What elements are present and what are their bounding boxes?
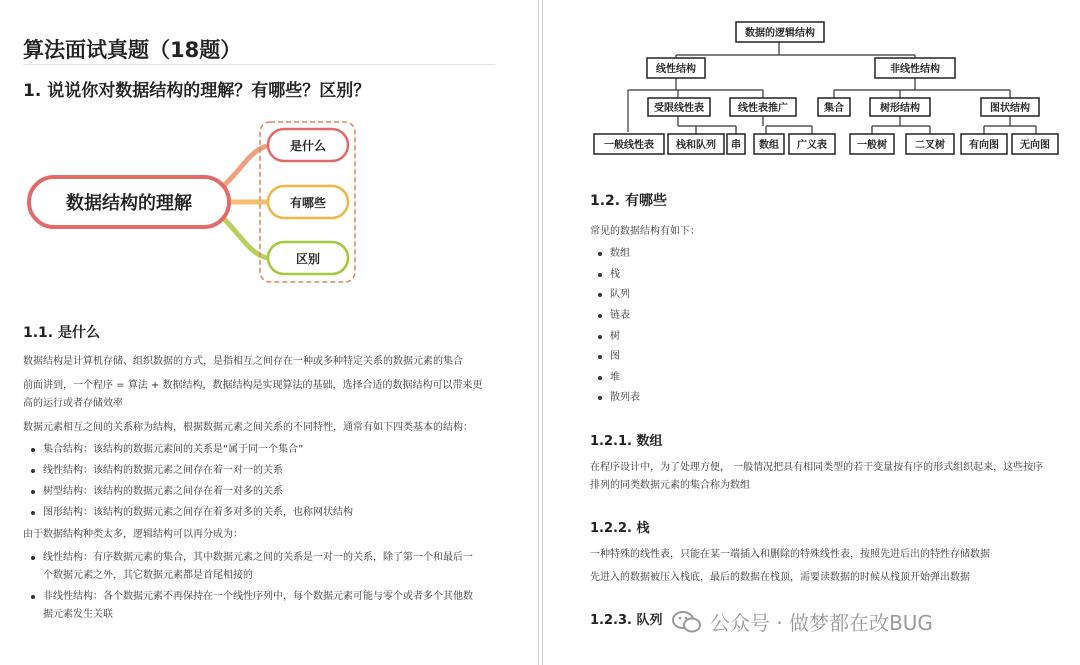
list-item: 队列 xyxy=(610,285,630,304)
tree-node-label: 线性表推广 xyxy=(738,103,788,114)
list-item-continuation: 个数据元素之外，其它数据元素都是首尾相接的 xyxy=(43,570,253,581)
paragraph: 常见的数据结构有如下： xyxy=(590,226,700,237)
paragraph: 一种特殊的线性表，只能在某一端插入和删除的特殊线性表，按照先进后出的特性存储数据 xyxy=(590,549,990,560)
tree-leaf-label: 一般线性表 xyxy=(604,140,654,151)
list-item-continuation: 据元素发生关联 xyxy=(43,609,113,620)
list-item: 树型结构：该结构的数据元素之间存在着一对多的关系 xyxy=(43,482,283,501)
mindmap-node-1-label: 是什么 xyxy=(289,139,327,153)
mindmap-node-3-label: 区别 xyxy=(295,252,321,266)
mindmap-node-2-label: 有哪些 xyxy=(289,196,327,210)
list-item: 树 xyxy=(610,327,620,346)
paragraph: 排列的同类数据元素的集合称为数组 xyxy=(590,480,750,491)
section-heading-1-2: 1.2. 有哪些 xyxy=(590,193,667,209)
watermark-text: 公众号 · 做梦都在改BUG xyxy=(710,611,933,635)
list-item: 链表 xyxy=(610,306,630,325)
paragraph: 在程序设计中，为了处理方便， 一般情况把具有相同类型的若干变量按有序的形式组织起来，这些按序 xyxy=(590,462,1044,473)
paragraph: 由于数据结构种类太多，逻辑结构可以再分成为： xyxy=(23,529,243,540)
paragraph: 高的运行或者存储效率 xyxy=(23,398,123,409)
tree-leaf-label: 数组 xyxy=(759,140,779,151)
section-heading-1-2-3: 1.2.3. 队列 xyxy=(590,613,663,628)
question-heading: 1. 说说你对数据结构的理解？有哪些？区别？ xyxy=(23,81,371,101)
tree-leaf-label: 二叉树 xyxy=(915,140,945,151)
paragraph: 数据元素相互之间的关系称为结构，根据数据元素之间关系的不同特性，通常有如下四类基本的结构： xyxy=(23,422,473,433)
tree-leaf-label: 串 xyxy=(731,140,741,151)
tree-leaf-label: 栈和队列 xyxy=(676,140,716,151)
tree-leaf-label: 有向图 xyxy=(969,140,999,151)
right-page xyxy=(544,0,1080,665)
list-item: 线性结构：该结构的数据元素之间存在着一对一的关系 xyxy=(43,461,283,480)
tree-node-label: 树形结构 xyxy=(880,103,920,114)
page-divider-left xyxy=(538,0,539,665)
page-title: 算法面试真题（18题） xyxy=(23,38,242,62)
tree-leaf-label: 广义表 xyxy=(797,140,827,151)
left-page xyxy=(0,0,536,665)
tree-node-label: 非线性结构 xyxy=(890,64,940,75)
paragraph: 数据结构是计算机存储、组织数据的方式，是指相互之间存在一种或多种特定关系的数据元素的集合 xyxy=(23,356,463,367)
tree-node-label: 集合 xyxy=(824,103,844,114)
tree-leaf-label: 一般树 xyxy=(857,140,887,151)
watermark xyxy=(672,607,933,636)
tree-node-label: 受限线性表 xyxy=(654,103,704,114)
mindmap xyxy=(0,112,536,292)
list-item: 图形结构：该结构的数据元素之间存在着多对多的关系，也称网状结构 xyxy=(43,503,353,522)
tree-node-label: 线性结构 xyxy=(656,64,696,75)
list-item: 数组 xyxy=(610,244,630,263)
tree-root-label: 数据的逻辑结构 xyxy=(745,28,815,39)
section-heading-1-1: 1.1. 是什么 xyxy=(23,325,100,341)
logic-structure-tree xyxy=(544,0,1080,165)
title-rule xyxy=(23,64,495,65)
list-item: 集合结构：该结构的数据元素间的关系是“属于同一个集合” xyxy=(43,440,303,459)
paragraph: 先进入的数据被压入栈底，最后的数据在栈顶，需要读数据的时候从栈顶开始弹出数据 xyxy=(590,572,970,583)
tree-node-label: 图状结构 xyxy=(990,103,1030,114)
list-item: 非线性结构：各个数据元素不再保持在一个线性序列中，每个数据元素可能与零个或者多个其他数 xyxy=(43,587,473,606)
mindmap-center-label: 数据结构的理解 xyxy=(66,193,192,214)
list-item: 图 xyxy=(610,347,620,366)
list-item: 堆 xyxy=(610,368,620,387)
wechat-icon xyxy=(672,610,702,634)
list-item: 散列表 xyxy=(610,388,640,407)
paragraph: 前面讲到，一个程序 = 算法 + 数据结构，数据结构是实现算法的基础，选择合适的数据结构可以带来更 xyxy=(23,380,483,391)
section-heading-1-2-1: 1.2.1. 数组 xyxy=(590,434,663,449)
list-item: 栈 xyxy=(610,265,620,284)
page-divider-right xyxy=(542,0,543,665)
section-heading-1-2-2: 1.2.2. 栈 xyxy=(590,521,650,536)
tree-leaf-label: 无向图 xyxy=(1020,140,1050,151)
list-item: 线性结构：有序数据元素的集合，其中数据元素之间的关系是一对一的关系，除了第一个和最后一 xyxy=(43,548,473,567)
